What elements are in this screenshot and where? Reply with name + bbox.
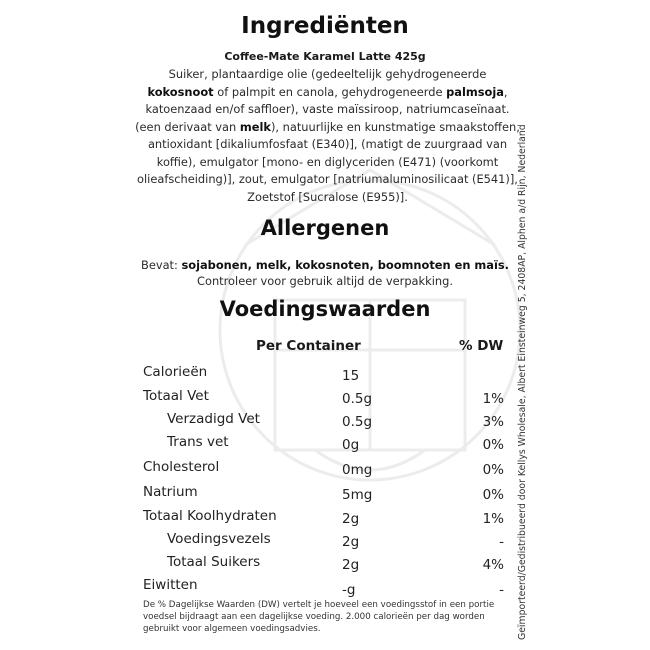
nutrient-dv: - [499, 534, 504, 550]
nutrient-label: Natrium [143, 484, 198, 500]
nutrient-value: 15 [342, 368, 360, 384]
nutrient-dv: 0% [482, 437, 504, 453]
nutrient-dv: 0% [482, 487, 504, 503]
text-fragment: Bevat: [141, 258, 182, 272]
text-fragment: ), natuurlijke en kunstmatige smaakstoffen, antioxidant [dikaliumfosfaat (E340)], (matigt de zuurgraad van koffie), emulgator [mono- en diglyceriden (E471) (voorkomt olieafscheiding)], zout, emulgator [natriumaluminosilicaat (E541)], Zoetstof [Sucralose (E955)]. [137, 119, 520, 204]
column-header-per-container: Per Container [256, 338, 361, 354]
text-fragment: Suiker, plantaardige olie (gedeeltelijk gehydrogeneerde [168, 67, 487, 81]
text-fragment: Controleer voor gebruik altijd de verpakking. [197, 274, 453, 288]
nutrient-value: 0.5g [342, 414, 373, 430]
nutrient-label: Verzadigd Vet [167, 411, 260, 427]
nutrient-label: Totaal Suikers [167, 554, 261, 570]
nutrient-label: Totaal Vet [143, 388, 209, 404]
nutrient-dv: 3% [482, 414, 504, 430]
nutrient-value: 0g [342, 437, 360, 453]
nutrition-row-protein [0, 577, 650, 599]
ingredients-text [135, 66, 520, 206]
nutrient-label: Eiwitten [143, 577, 198, 593]
nutrient-value: 0mg [342, 462, 373, 478]
nutrition-row-dietary-fiber [0, 531, 650, 553]
nutrient-label: Totaal Koolhydraten [143, 508, 277, 524]
column-header-daily-value: % DW [459, 338, 504, 354]
nutrient-dv: 0% [482, 462, 504, 478]
nutrition-row-total-carbohydrates [0, 508, 650, 530]
nutrition-row-total-fat [0, 388, 650, 410]
nutrient-label: Cholesterol [143, 459, 220, 475]
text-fragment: , katoenzaad en/of saffloer), vaste maïssiroop, natriumcaseïnaat. (een derivaat van [135, 84, 510, 134]
nutrient-label: Voedingsvezels [167, 531, 271, 547]
nutrition-row-total-sugars [0, 554, 650, 576]
nutrient-value: 5mg [342, 487, 373, 503]
bold-text-fragment: melk [239, 119, 271, 134]
nutrition-row-cholesterol [0, 459, 650, 481]
product-name: Coffee-Mate Karamel Latte 425g [224, 50, 426, 63]
bold-text-fragment: palmsoja [446, 84, 504, 99]
nutrition-row-sodium [0, 484, 650, 506]
allergens-text [110, 257, 540, 289]
bold-text-fragment: sojabonen, melk, kokosnoten, boomnoten en maïs. [181, 258, 509, 272]
nutrient-label: Calorieën [143, 364, 208, 380]
importer-note: Geïmporteerd/Gedistribueerd door Kellys Wholesale, Albert Einsteinweg 5, 2408AP, Alphen a/d Rijn, Nederland [517, 124, 528, 640]
nutrient-dv: 4% [482, 557, 504, 573]
daily-value-footnote: De % Dagelijkse Waarden (DW) vertelt je hoeveel een voedingsstof in een portie voedsel bijdraagt aan een dagelijkse voeding. 2.000 calorieën per dag worden gebruikt voor algemeen voedingsadvies. [143, 600, 495, 635]
nutrition-row-calories [0, 364, 650, 386]
nutrient-value: 2g [342, 534, 360, 550]
nutrient-value: 2g [342, 511, 360, 527]
bold-text-fragment: kokosnoot [147, 84, 214, 99]
nutrient-dv: 1% [482, 511, 504, 527]
nutrition-row-trans-fat [0, 434, 650, 456]
nutrient-value: 2g [342, 557, 360, 573]
nutrient-label: Trans vet [167, 434, 229, 450]
text-fragment: of palmpit en canola, gehydrogeneerde [213, 84, 447, 99]
ingredients-title: Ingrediënten [241, 13, 409, 39]
allergens-title: Allergenen [260, 216, 390, 240]
nutrient-value: 0.5g [342, 391, 373, 407]
nutrient-value: -g [342, 582, 356, 598]
nutrition-title: Voedingswaarden [219, 297, 431, 321]
nutrient-dv: - [499, 582, 504, 598]
nutrient-dv: 1% [482, 391, 504, 407]
nutrition-row-saturated-fat [0, 411, 650, 433]
